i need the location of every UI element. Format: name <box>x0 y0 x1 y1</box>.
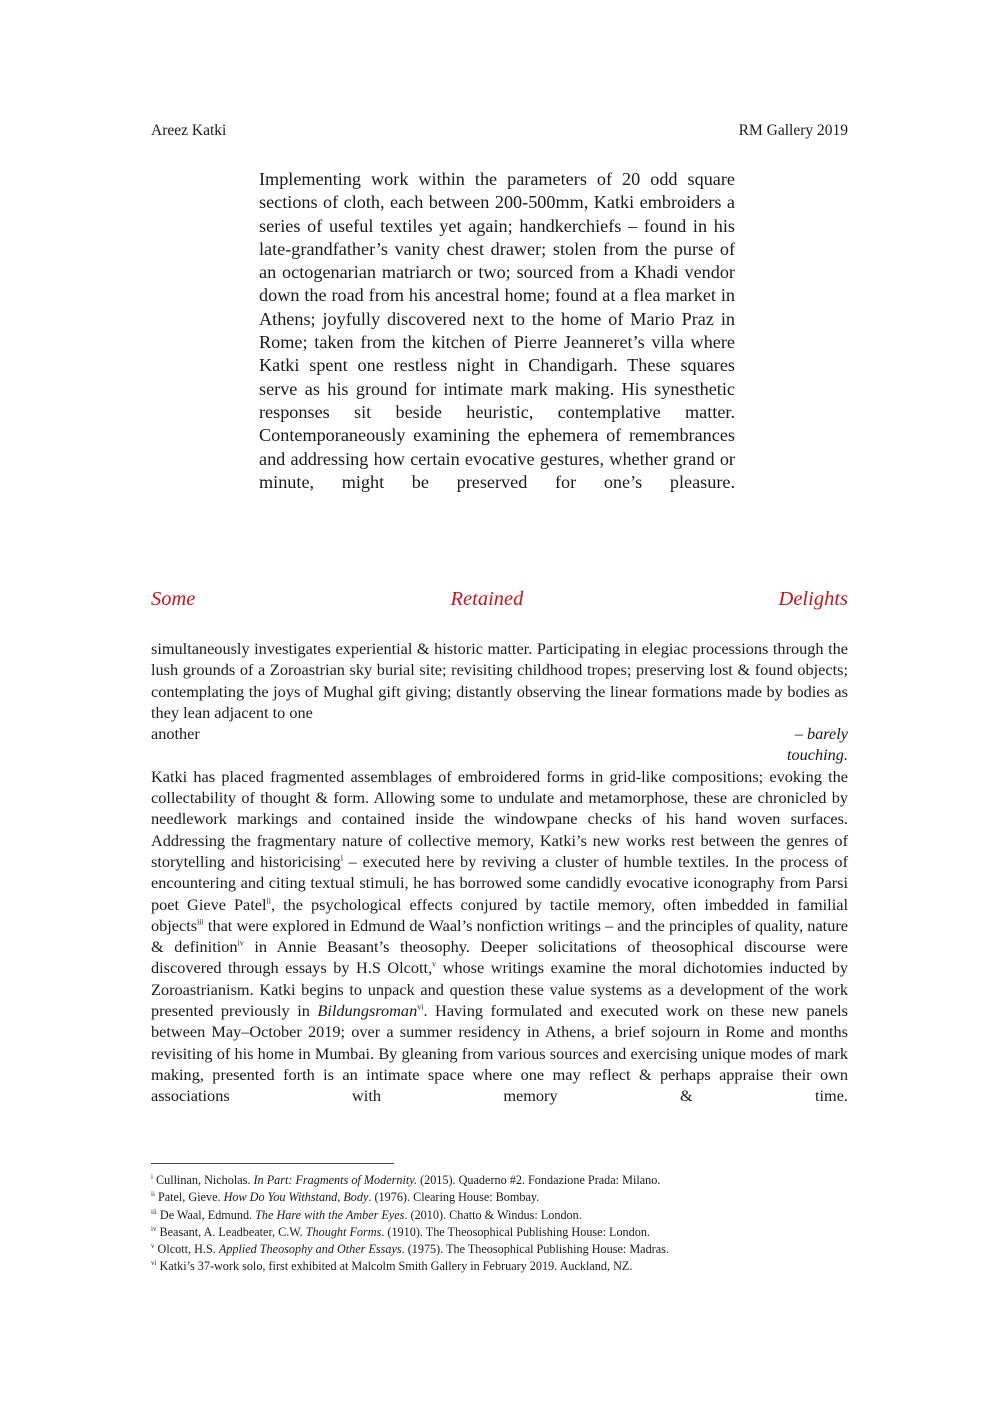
footnote-text: Cullinan, Nicholas. <box>152 1173 254 1187</box>
title-word-delights: Delights <box>778 588 848 610</box>
footnote-title: Thought Forms <box>305 1224 382 1239</box>
title-word-retained: Retained <box>450 588 524 610</box>
footnote-ref-6[interactable]: vi <box>417 1002 424 1012</box>
paragraph-1 <box>151 638 848 766</box>
footnote-text: . (1975). The Theosophical Publishing House: Madras. <box>401 1242 669 1257</box>
footnote-title: In Part: Fragments of Modernity. <box>253 1173 417 1187</box>
header-gallery-year: RM Gallery 2019 <box>738 122 848 139</box>
title-word-some: Some <box>151 588 196 610</box>
paragraph-2-segment: in Annie Beasant’s theosophy. Deeper solicitations of theosophical discourse were discovered through essays by H.S Olcott, <box>151 937 848 978</box>
paragraph-2-segment: – executed here by reviving a cluster of humble textiles. In the process of encountering and citing textual stimuli, he has borrowed some candidly evocative iconography from Parsi poet Gieve Patel <box>151 851 848 914</box>
footnote-text: De Waal, Edmund. <box>156 1207 256 1222</box>
footnote-text: Olcott, H.S. <box>154 1242 219 1257</box>
footnote-mark: iii <box>151 1207 157 1216</box>
footnote-mark: v <box>151 1242 155 1251</box>
footnote-ref-1[interactable]: i <box>340 853 343 863</box>
footnote-text: Beasant, A. Leadbeater, C.W. <box>156 1224 306 1239</box>
phrase-barely: – barely <box>794 724 848 744</box>
footnote <box>151 1207 848 1224</box>
footnote-ref-2[interactable]: ii <box>266 896 271 906</box>
footnote-mark: vi <box>151 1259 157 1268</box>
word-touching: touching. <box>786 745 848 765</box>
footnote-text: . (1910). The Theosophical Publishing House: London. <box>381 1224 650 1239</box>
word-another: another <box>151 724 200 744</box>
footnote-text: . (2010). Chatto & Windus: London. <box>404 1207 582 1222</box>
footnote-mark: i <box>151 1172 153 1181</box>
footnote-title: How Do You Withstand, Body <box>223 1190 369 1205</box>
paragraph-2-segment: that were explored in Edmund de Waal’s nonfiction writings – and the principles of quality, nature & definition <box>151 915 848 957</box>
footnote <box>151 1189 848 1206</box>
footnote-title: The Hare with the Amber Eyes <box>255 1207 405 1222</box>
footnote <box>151 1172 848 1189</box>
paragraph-1-last-line <box>151 723 848 744</box>
footnote <box>151 1258 848 1275</box>
footnote-text: . (1976). Clearing House: Bombay. <box>368 1190 540 1205</box>
header-author: Areez Katki <box>151 122 227 139</box>
footnote-mark: iv <box>151 1224 157 1233</box>
footnote-mark: ii <box>151 1190 155 1199</box>
paragraph-1-text: simultaneously investigates experiential & historic matter. Participating in elegiac processions through the lush grounds of a Zoroastrian sky burial site; revisiting childhood tropes; preserving lost & found objects; contemplating the joys of Mughal gift giving; distantly observing the linear formations made by bodies as they lean adjacent to one <box>151 639 848 722</box>
paragraph-2-segment: whose writings examine the moral dichotomies inducted by Zoroastrianism. Katki begins to unpack and question these value systems as a development of the work presented previously in <box>151 958 848 1021</box>
paragraph-2-segment: . Having formulated and executed work on these new panels between May–October 2019; over a summer residency in Athens, a brief sojourn in Rome and months revisiting of his home in Mumbai. By gleaning from various sources and exercising unique modes of mark making, presented forth is an intimate space where one may reflect & perhaps appraise their own associations with memory & time. <box>151 1001 848 1106</box>
footnote-text: Katki’s 37-work solo, first exhibited at Malcolm Smith Gallery in February 2019. Auckland, NZ. <box>156 1259 633 1274</box>
footnote-text: Patel, Gieve. <box>154 1190 224 1205</box>
essay-body <box>151 638 848 1107</box>
intro-text: Implementing work within the parameters of 20 odd square sections of cloth, each between 200-500mm, Katki embroiders a series of useful textiles yet again; handkerchiefs – found in his late-grandfather’s vanity chest drawer; stolen from the purse of an octogenarian matriarch or two; sourced from a Khadi vendor down the road from his ancestral home; found at a flea market in Athens; joyfully discovered next to the home of Mario Praz in Rome; taken from the kitchen of Pierre Jeanneret’s villa where Katki spent one restless night in Chandigarh. These squares serve as his ground for intimate mark making. His synesthetic responses sit beside heuristic, contemplative matter. Contemporaneously examining the ephemera of remembrances and addressing how certain evocative gestures, whether grand or minute, might be preserved for one’s pleasure. <box>259 169 735 492</box>
paragraph-2-segment: Katki has placed fragmented assemblages of embroidered forms in grid-like compositions; evoking the collectability of thought & form. Allowing some to undulate and metamorphose, these are chronicled by needlework markings and contained inside the windowpane checks of his hand woven surfaces. Addressing the fragmentary nature of collective memory, Katki’s new works rest between the genres of storytelling and historicising <box>151 766 848 871</box>
paragraph-2-segment: , the psychological effects conjured by tactile memory, often imbedded in familial objects <box>151 894 848 935</box>
footnote-title: Applied Theosophy and Other Essays <box>218 1242 402 1257</box>
footnote-ref-5[interactable]: v <box>432 960 437 970</box>
paragraph-2 <box>151 766 848 1107</box>
footnote-ref-4[interactable]: iv <box>237 938 244 948</box>
intro-paragraph <box>259 168 735 494</box>
footnote-ref-3[interactable]: iii <box>197 917 204 927</box>
footnote <box>151 1224 848 1241</box>
essay-title <box>151 588 848 611</box>
footnotes <box>151 1172 848 1276</box>
footnote <box>151 1241 848 1258</box>
footnote-text: (2015). Quaderno #2. Fondazione Prada: Milano. <box>417 1173 661 1187</box>
footnote-divider <box>151 1163 394 1164</box>
book-title-bildungsroman: Bildungsroman <box>317 1001 418 1021</box>
